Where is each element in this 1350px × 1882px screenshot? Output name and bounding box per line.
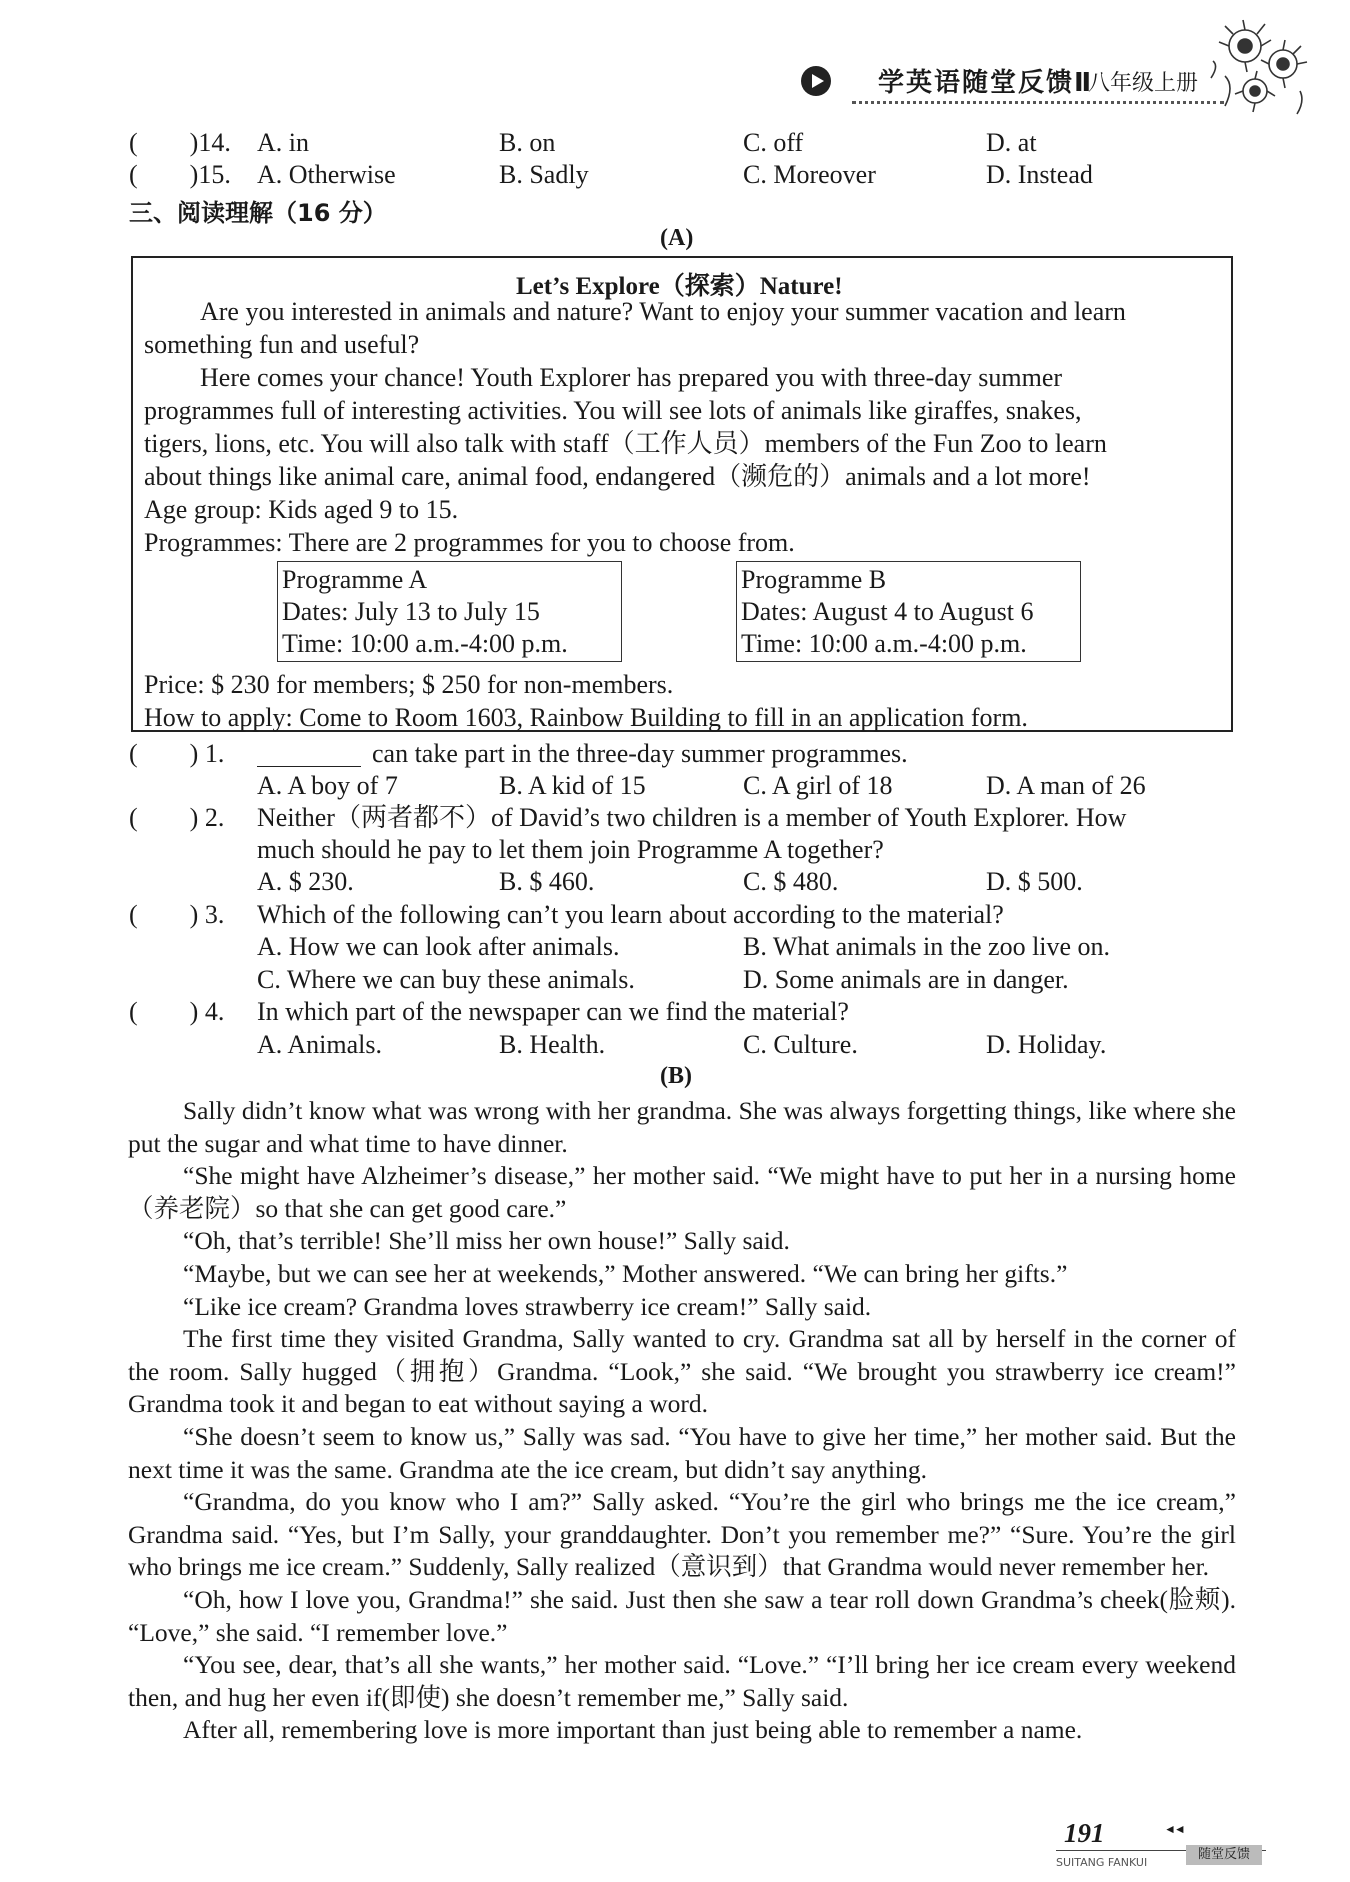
- play-icon: [801, 66, 831, 96]
- question-number: ( )15.: [129, 160, 231, 189]
- question-number: ( ) 1.: [129, 739, 225, 768]
- programme-name: Programme B: [741, 565, 887, 594]
- option-b: B. $ 460.: [499, 867, 595, 896]
- option-c: C. A girl of 18: [743, 771, 893, 800]
- option-a: A. Animals.: [257, 1030, 382, 1059]
- option-d: D. Some animals are in danger.: [743, 965, 1069, 994]
- programme-time: Time: 10:00 a.m.-4:00 p.m.: [741, 629, 1027, 658]
- option-c: C. Where we can buy these animals.: [257, 965, 635, 994]
- option-c: C. Moreover: [743, 160, 876, 189]
- option-d: D. $ 500.: [986, 867, 1083, 896]
- paragraph: “Oh, how I love you, Grandma!” she said. Just then she saw a tear roll down Grandma’s cheek(脸颊). “Love,” she said. “I remember love.”: [128, 1584, 1236, 1647]
- paragraph: “Oh, that’s terrible! She’ll miss her own house!” Sally said.: [183, 1226, 790, 1256]
- paragraph: The first time they visited Grandma, Sally wanted to cry. Grandma sat all by herself in the corner of the room. Sally hugged（拥抱）Grandma. “Look,” she said. “We brought you strawberry ice cream!” Grandma took it and began to eat without saying a word.: [128, 1324, 1236, 1419]
- passage-b-body: [128, 1095, 1236, 1747]
- option-d: D. A man of 26: [986, 771, 1146, 800]
- programme-dates: Dates: August 4 to August 6: [741, 597, 1034, 626]
- header-grade: 八年级上册: [1088, 71, 1199, 96]
- text-line: about things like animal care, animal food, endangered（濒危的）animals and a lot more!: [144, 462, 1091, 491]
- programmes-intro: Programmes: There are 2 programmes for you to choose from.: [144, 528, 795, 557]
- age-group: Age group: Kids aged 9 to 15.: [144, 495, 459, 524]
- option-b: B. A kid of 15: [499, 771, 646, 800]
- option-b: B. What animals in the zoo live on.: [743, 932, 1111, 961]
- text-line: Here comes your chance! Youth Explorer has prepared you with three-day summer: [200, 363, 1063, 392]
- question-number: ( ) 2.: [129, 803, 225, 832]
- option-b: B. Health.: [499, 1030, 606, 1059]
- text-line: Are you interested in animals and nature? Want to enjoy your summer vacation and learn: [200, 297, 1126, 326]
- programme-time: Time: 10:00 a.m.-4:00 p.m.: [282, 629, 568, 658]
- paragraph: Sally didn’t know what was wrong with her grandma. She was always forgetting things, like where she put the sugar and what time to have dinner.: [128, 1096, 1236, 1158]
- option-d: D. Instead: [986, 160, 1093, 189]
- question-stem: can take part in the three-day summer programmes.: [372, 739, 908, 768]
- page-number: 191: [1064, 1818, 1105, 1848]
- passage-a-label: (A): [660, 225, 694, 251]
- passage-a-title: Let’s Explore（探索）Nature!: [516, 273, 843, 300]
- option-a: A. in: [257, 128, 309, 157]
- paragraph: “She might have Alzheimer’s disease,” her mother said. “We might have to put her in a nursing home（养老院）so that she can get good care.”: [128, 1161, 1236, 1223]
- question-stem: much should he pay to let them join Programme A together?: [257, 835, 884, 864]
- option-d: D. Holiday.: [986, 1030, 1107, 1059]
- double-arrow-icon: ◄◄: [1164, 1822, 1184, 1836]
- question-number: ( )14.: [129, 128, 231, 157]
- how-to-apply: How to apply: Come to Room 1603, Rainbow Building to fill in an application form.: [144, 703, 1028, 732]
- option-c: C. off: [743, 128, 804, 157]
- passage-b-label: (B): [660, 1063, 692, 1089]
- footer-brand-pinyin: SUITANG FANKUI: [1056, 1856, 1148, 1869]
- section-heading: 三、阅读理解（16 分）: [129, 199, 387, 227]
- text-line: tigers, lions, etc. You will also talk with staff（工作人员）members of the Fun Zoo to learn: [144, 429, 1107, 458]
- question-stem: Which of the following can’t you learn about according to the material?: [257, 900, 1004, 929]
- text-line: programmes full of interesting activities. You will see lots of animals like giraffes, snakes,: [144, 396, 1082, 425]
- programme-name: Programme A: [282, 565, 428, 594]
- question-15: [129, 160, 1093, 189]
- option-a: A. How we can look after animals.: [257, 932, 620, 961]
- question-14: [129, 128, 1037, 157]
- option-a: A. A boy of 7: [257, 771, 398, 800]
- header-dotted-rule: [852, 101, 1224, 104]
- paragraph: “You see, dear, that’s all she wants,” her mother said. “Love.” “I’ll bring her ice cream every weekend then, and hug her even if(即使) she doesn’t remember me,” Sally said.: [128, 1650, 1236, 1712]
- option-c: C. $ 480.: [743, 867, 839, 896]
- passage-a-box: [131, 256, 1233, 732]
- footer-brand-badge: 随堂反馈: [1186, 1845, 1262, 1865]
- option-c: C. Culture.: [743, 1030, 858, 1059]
- question-stem: Neither（两者都不）of David’s two children is a member of Youth Explorer. How: [257, 803, 1127, 832]
- price: Price: $ 230 for members; $ 250 for non-members.: [144, 670, 674, 699]
- text-line: something fun and useful?: [144, 330, 420, 359]
- paragraph: “Maybe, but we can see her at weekends,” Mother answered. “We can bring her gifts.”: [183, 1258, 1068, 1288]
- programme-b-box: [736, 561, 1081, 662]
- header-title: 学英语随堂反馈Ⅱ: [878, 68, 1094, 98]
- programme-a-box: [277, 561, 622, 662]
- flower-decoration-icon: [1205, 16, 1317, 126]
- programme-dates: Dates: July 13 to July 15: [282, 597, 540, 626]
- option-a: A. $ 230.: [257, 867, 354, 896]
- answer-blank: [257, 766, 361, 767]
- question-number: ( ) 3.: [129, 900, 225, 929]
- paragraph: “She doesn’t seem to know us,” Sally was sad. “You have to give her time,” her mother said. But the next time it was the same. Grandma ate the ice cream, but didn’t say anything.: [128, 1421, 1236, 1484]
- option-b: B. on: [499, 128, 556, 157]
- option-b: B. Sadly: [499, 160, 589, 189]
- question-stem: In which part of the newspaper can we find the material?: [257, 997, 849, 1026]
- question-number: ( ) 4.: [129, 997, 225, 1026]
- option-d: D. at: [986, 128, 1037, 157]
- option-a: A. Otherwise: [257, 160, 396, 189]
- paragraph: “Grandma, do you know who I am?” Sally asked. “You’re the girl who brings me the ice cream,” Grandma said. “Yes, but I’m Sally, your granddaughter. Don’t you remember me?” “Sure. You’re the girl who brings me ice cream.” Suddenly, Sally realized（意识到）that Grandma would never remember her.: [128, 1487, 1236, 1582]
- paragraph: After all, remembering love is more important than just being able to remember a name.: [183, 1715, 1083, 1745]
- paragraph: “Like ice cream? Grandma loves strawberry ice cream!” Sally said.: [183, 1291, 872, 1321]
